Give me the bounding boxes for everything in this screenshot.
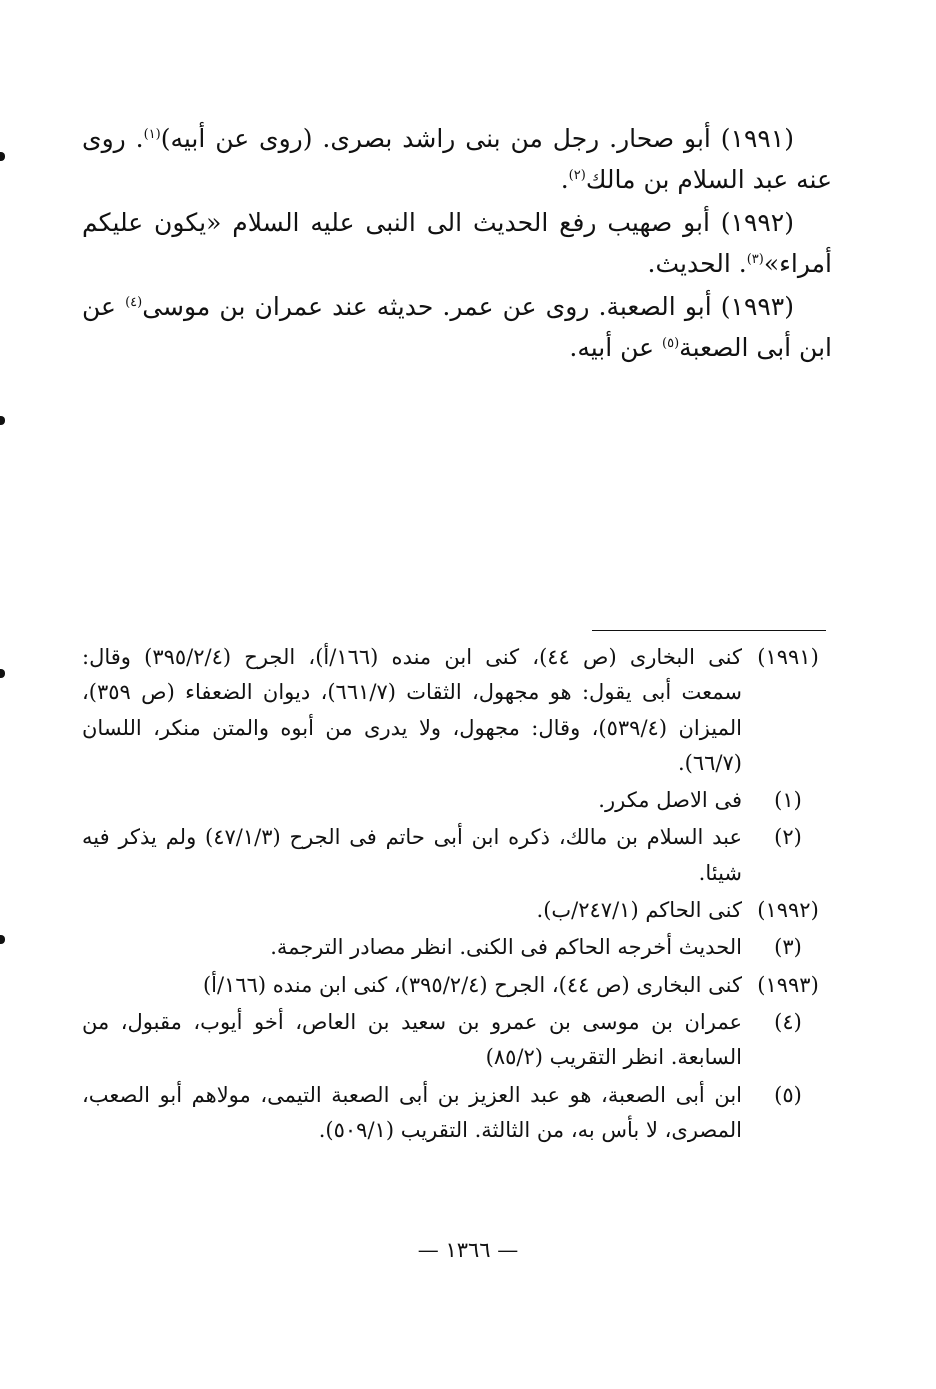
footnote-ref: (٣): [746, 252, 764, 267]
entry-1991: (١٩٩١) أبو صحار. رجل من بنى راشد بصرى. (روى عن أبيه)$^{(١)}$. روى عنه عبد السلام بن مالك$^{(٢)}$.: [82, 124, 832, 194]
footnote: [82, 783, 834, 818]
scan-edge-mark: [0, 152, 5, 161]
footnote-ref: (١): [143, 127, 161, 142]
scan-edge-mark: [0, 416, 5, 425]
footnote: [82, 893, 834, 928]
footnote-number: (١٩٩٢): [757, 898, 819, 923]
footnote-ref: (٥): [662, 336, 680, 351]
footnote-number: (١): [774, 788, 802, 813]
footnote: [82, 1078, 834, 1149]
scan-edge-mark: [0, 935, 5, 944]
footnotes: [82, 640, 834, 1150]
footnote-number: (١٩٩١): [757, 645, 819, 669]
main-text: [82, 118, 832, 368]
footnote-text: عمران بن موسى بن عمرو بن سعيد بن العاص، أخو أيوب، مقبول، من السابعة. انظر التقريب (٨٥/٢): [82, 1009, 742, 1070]
footnote: [82, 930, 834, 965]
footnote: [82, 820, 834, 891]
footnote-text: عبد السلام بن مالك، ذكره ابن أبى حاتم فى الجرح (٤٧/١/٣) ولم يذكر فيه شيئا.: [82, 825, 742, 885]
footnote: [82, 1005, 834, 1076]
footnote-number: (١٩٩٣): [757, 972, 819, 997]
footnote-text: الحديث أخرجه الحاكم فى الكنى. انظر مصادر الترجمة.: [270, 935, 742, 960]
footnote-text: كنى الحاكم (٢٤٧/١/ب).: [536, 898, 742, 923]
entry-1992: (١٩٩٢) أبو صهيب رفع الحديث الى النبى عليه السلام «يكون عليكم أمراء»$^{(٣)}$. الحديث.: [82, 208, 832, 278]
entry-1993: (١٩٩٣) أبو الصعبة. روى عن عمر. حديثه عند عمران بن موسى$^{(٤)}$ عن ابن أبى الصعبة$^{(٥)}$ عن أبيه.: [82, 292, 832, 362]
footnote-number: (٣): [774, 935, 802, 960]
footnote-number: (٤): [774, 1009, 802, 1034]
footnote-ref: (٤): [125, 295, 143, 310]
page-number: — ١٣٦٦ —: [417, 1238, 519, 1262]
footnote-text: فى الاصل مكرر.: [598, 788, 742, 813]
footnote-text: كنى البخارى (ص ٤٤)، الجرح (٣٩٥/٢/٤)، كنى ابن منده (١٦٦/أ): [202, 972, 742, 997]
scan-edge-mark: [0, 669, 5, 678]
footnote-separator: [592, 630, 826, 631]
footnote-ref: (٢): [568, 168, 586, 183]
footnote-text: كنى البخارى (ص ٤٤)، كنى ابن منده (١٦٦/أ)، الجرح (٣٩٥/٢/٤) وقال: سمعت أبى يقول: هو مجهول، الثقات (٦٦١/٧)، ديوان الضعفاء (ص ٣٥٩)، الميزان (٥٣٩/٤)، وقال: مجهول، ولا يدرى من أبوه والمتن منكر، اللسان (٦٦/٧).: [82, 645, 743, 775]
footnote-number: (٢): [774, 825, 802, 850]
footnote: [82, 968, 834, 1003]
footnote-number: (٥): [774, 1082, 802, 1107]
footnote-text: ابن أبى الصعبة، هو عبد العزيز بن أبى الصعبة التيمى، مولاهم أبو الصعب، المصرى، لا بأس به، من الثالثة. التقريب (٥٠٩/١).: [82, 1082, 742, 1142]
footnote: [82, 640, 834, 781]
